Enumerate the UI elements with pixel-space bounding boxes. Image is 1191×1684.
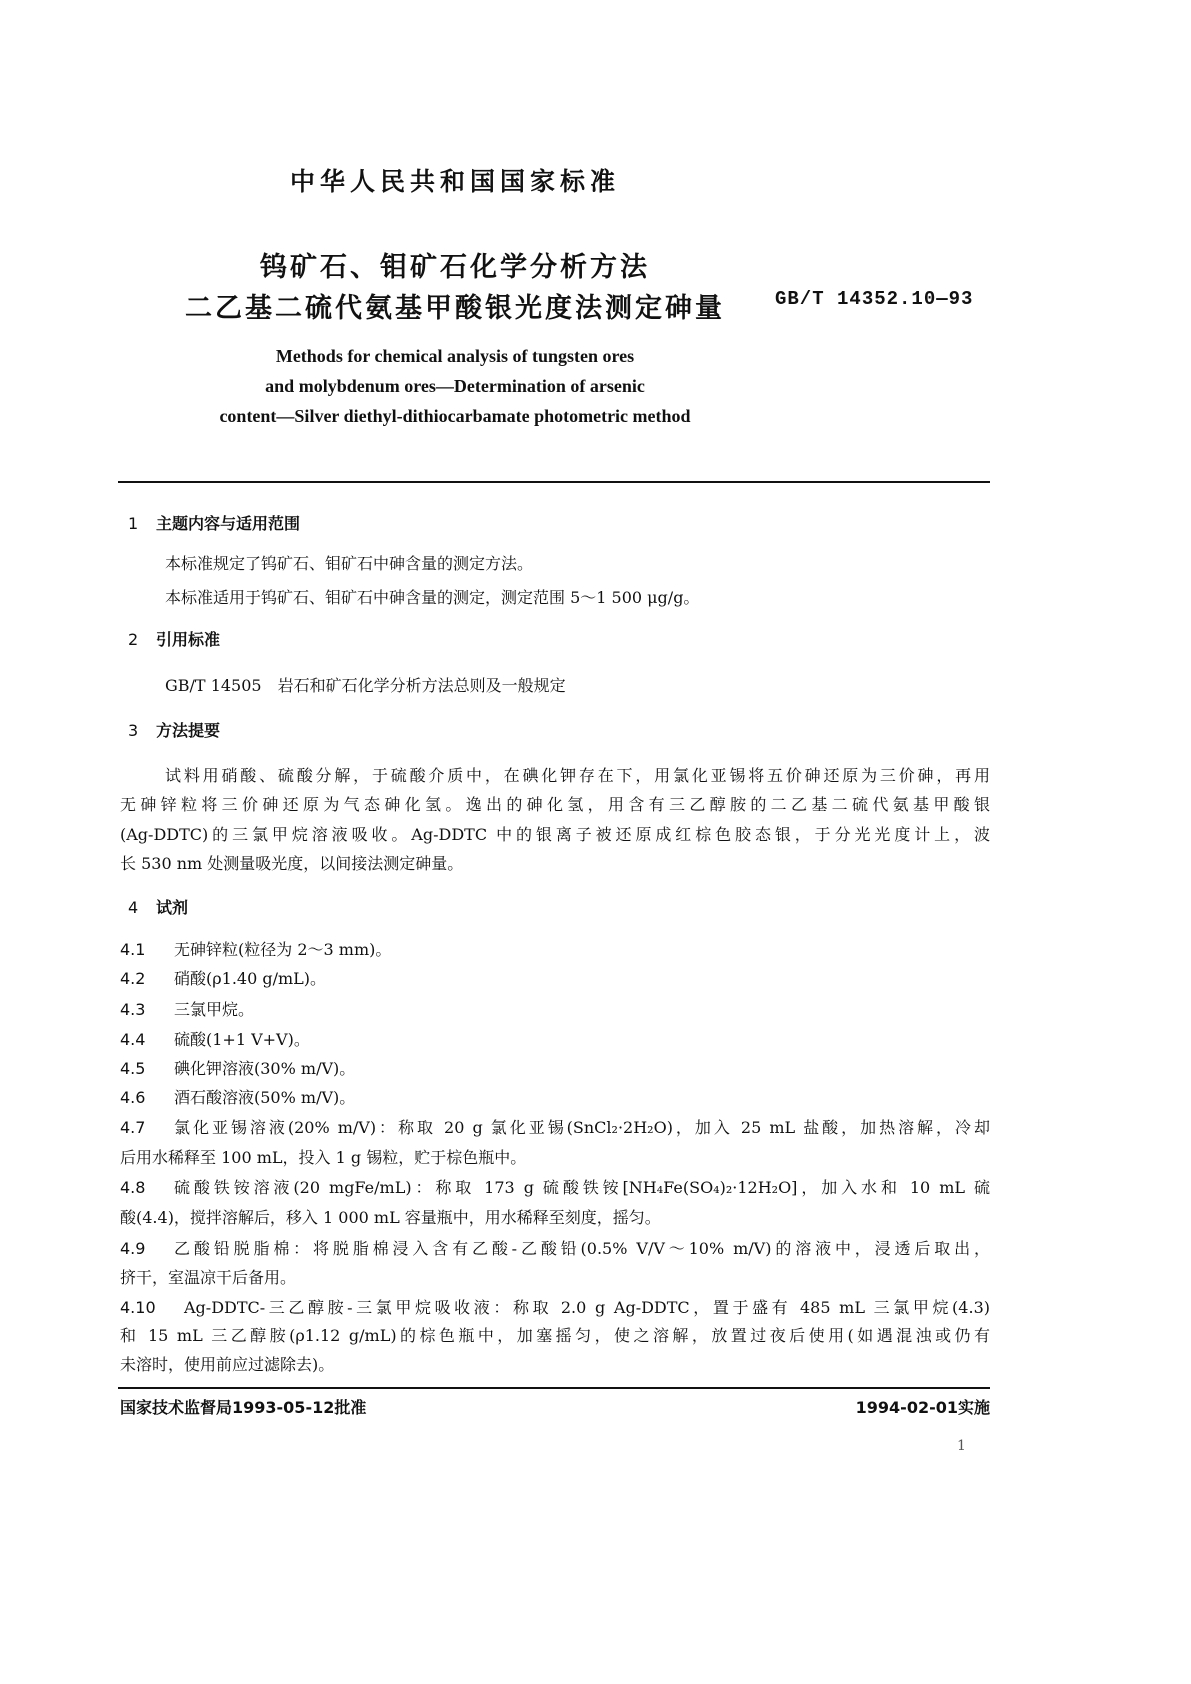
approval-date: 国家技术监督局1993-05-12批准 xyxy=(120,1398,367,1417)
reagent-text: 酒石酸溶液(50% m/V)。 xyxy=(174,1088,356,1107)
section-title: 引用标准 xyxy=(156,630,221,649)
paragraph-line: (Ag-DDTC)的三氯甲烷溶液吸收。Ag-DDTC 中的银离子被还原成红棕色胶态银，于分光光度计上，波 xyxy=(120,825,990,844)
reagent-text: 硫酸(1+1 V+V)。 xyxy=(174,1030,310,1049)
reagent-line xyxy=(120,1295,990,1318)
reagent-text: 无砷锌粒(粒径为 2～3 mm)。 xyxy=(174,940,392,959)
section-number: 4 xyxy=(128,898,139,917)
reagent-text: 硫酸铁铵溶液(20 mgFe/mL)：称取 173 g 硫酸铁铵[NH₄Fe(SO₄)₂·12H₂O]，加入水和 10 mL 硫 xyxy=(174,1178,990,1197)
section-title: 方法提要 xyxy=(156,721,221,740)
paragraph-line: 长 530 nm 处测量吸光度，以间接法测定砷量。 xyxy=(120,854,464,873)
reagent-text: 三氯甲烷。 xyxy=(174,1000,255,1019)
reagent-text: Ag-DDTC-三乙醇胺-三氯甲烷吸收液：称取 2.0 g Ag-DDTC，置于盛有 485 mL 三氯甲烷(4.3) xyxy=(184,1298,990,1317)
paragraph-line: 本标准规定了钨矿石、钼矿石中砷含量的测定方法。 xyxy=(165,554,534,573)
reagent-line xyxy=(120,1085,990,1108)
paragraph-line: 试料用硝酸、硫酸分解，于硫酸介质中，在碘化钾存在下，用氯化亚锡将五价砷还原为三价砷，再用 xyxy=(165,766,990,785)
reagent-number: 4.2 xyxy=(120,969,146,988)
reagent-number: 4.8 xyxy=(120,1178,146,1197)
reference-line: GB/T 14505 岩石和矿石化学分析方法总则及一般规定 xyxy=(165,676,566,695)
section-heading xyxy=(128,718,220,741)
reagent-line xyxy=(120,1056,990,1079)
title-line-1: 钨矿石、钼矿石化学分析方法 xyxy=(260,252,650,283)
section-heading xyxy=(128,895,188,918)
reagent-line: 未溶时，使用前应过滤除去)。 xyxy=(120,1355,335,1374)
title-line-2: 二乙基二硫代氨基甲酸银光度法测定砷量 xyxy=(185,293,725,324)
reagent-line: 后用水稀释至 100 mL，投入 1 g 锡粒，贮于棕色瓶中。 xyxy=(120,1148,527,1167)
reagent-text: 乙酸铅脱脂棉：将脱脂棉浸入含有乙酸-乙酸铅(0.5% V/V～10% m/V)的溶液中，浸透后取出， xyxy=(174,1239,990,1258)
paragraph-line: 无砷锌粒将三价砷还原为气态砷化氢。逸出的砷化氢，用含有三乙醇胺的二乙基二硫代氨基甲酸银 xyxy=(120,795,990,814)
reagent-number: 4.1 xyxy=(120,940,146,959)
reagent-line xyxy=(120,1236,990,1259)
reagent-number: 4.7 xyxy=(120,1118,146,1137)
reagent-line xyxy=(120,937,990,960)
standard-code: GB/T 14352.10—93 xyxy=(775,288,974,310)
reagent-line: 酸(4.4)，搅拌溶解后，移入 1 000 mL 容量瓶中，用水稀释至刻度，摇匀。 xyxy=(120,1208,661,1227)
reagent-line xyxy=(120,966,990,989)
english-title-line-2: and molybdenum ores—Determination of arsenic xyxy=(265,376,645,396)
section-title: 主题内容与适用范围 xyxy=(156,514,301,533)
reagent-number: 4.10 xyxy=(120,1298,156,1317)
section-number: 1 xyxy=(128,514,139,533)
reagent-number: 4.3 xyxy=(120,1000,146,1019)
reagent-line: 挤干，室温凉干后备用。 xyxy=(120,1268,297,1287)
section-heading xyxy=(128,627,220,650)
page-number: 1 xyxy=(957,1438,966,1454)
reagent-line xyxy=(120,1115,990,1138)
reagent-line xyxy=(120,1175,990,1198)
section-title: 试剂 xyxy=(156,898,189,917)
effective-date: 1994-02-01实施 xyxy=(855,1398,990,1417)
reagent-number: 4.9 xyxy=(120,1239,146,1258)
reagent-text: 氯化亚锡溶液(20% m/V)：称取 20 g 氯化亚锡(SnCl₂·2H₂O)，加入 25 mL 盐酸，加热溶解，冷却 xyxy=(174,1118,990,1137)
section-number: 2 xyxy=(128,630,139,649)
section-number: 3 xyxy=(128,721,139,740)
reagent-number: 4.6 xyxy=(120,1088,146,1107)
reagent-text: 碘化钾溶液(30% m/V)。 xyxy=(174,1059,356,1078)
header-divider xyxy=(118,481,990,483)
reagent-line xyxy=(120,1027,990,1050)
english-title-line-3: content—Silver diethyl-dithiocarbamate photometric method xyxy=(219,406,691,426)
paragraph-line: 本标准适用于钨矿石、钼矿石中砷含量的测定，测定范围 5～1 500 μg/g。 xyxy=(165,588,700,607)
reagent-number: 4.4 xyxy=(120,1030,146,1049)
reagent-text: 硝酸(ρ1.40 g/mL)。 xyxy=(174,969,327,988)
reagent-line: 和 15 mL 三乙醇胺(ρ1.12 g/mL)的棕色瓶中，加塞摇匀，使之溶解，放置过夜后使用(如遇混浊或仍有 xyxy=(120,1326,990,1345)
section-heading xyxy=(128,511,300,534)
footer-divider xyxy=(118,1387,990,1389)
national-standard-header: 中华人民共和国国家标准 xyxy=(289,167,620,196)
english-title-line-1: Methods for chemical analysis of tungsten ores xyxy=(275,346,635,366)
reagent-line xyxy=(120,997,990,1020)
reagent-number: 4.5 xyxy=(120,1059,146,1078)
